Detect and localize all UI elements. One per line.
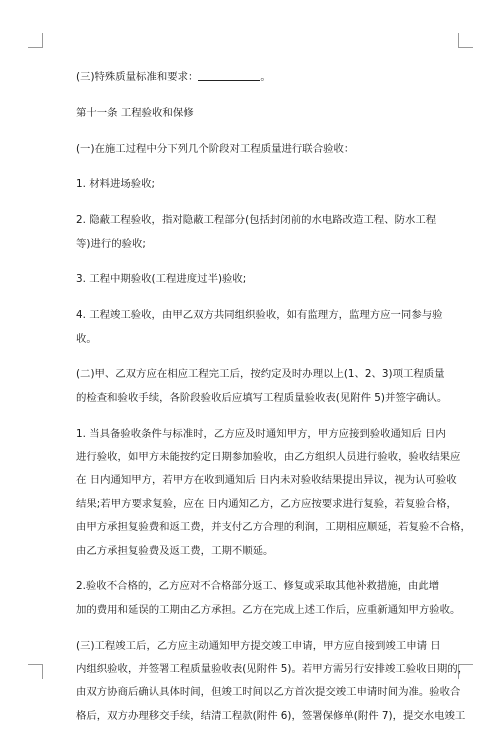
field-suffix: 。	[260, 71, 271, 83]
paragraph-line: 结果;若甲方要求复验，应在 日内通知乙方，乙方应按要求进行复验，若复验合格，	[76, 497, 457, 510]
paragraph-line: 由甲方承担复验费和返工费，并支付乙方合理的利润，工期相应顺延，若复验不合格，	[76, 521, 471, 534]
paragraph-line: (二)甲、乙双方应在相应工程完工后，按约定及时办理以上(1、2、3)项工程质量	[76, 368, 445, 381]
paragraph-line: 的检查和验收手续，各阶段验收后应填写工程质量验收表(见附件 5)并签字确认。	[76, 391, 448, 404]
crop-mark-top-right	[458, 33, 473, 48]
paragraph-line: 第十一条 工程验收和保修	[76, 106, 194, 119]
paragraph-line: 4. 工程竣工验收，由甲乙双方共同组织验收，如有监理方，监理方应一同参与验	[76, 309, 443, 322]
crop-mark-bottom-left	[28, 664, 43, 679]
paragraph-line: (一)在施工过程中分下列几个阶段对工程质量进行联合验收：	[76, 142, 355, 155]
paragraph-line: 在 日内通知甲方，若甲方在收到通知后 日内未对验收结果提出异议，视为认可验收	[76, 474, 457, 487]
paragraph-line: 格后，双方办理移交手续，结清工程款(附件 6)，签署保修单(附件 7)，提交水电竣工	[76, 709, 466, 722]
field-label: (三)特殊质量标准和要求：	[76, 71, 199, 83]
paragraph	[76, 635, 469, 729]
paragraph-line: 进行验收，如甲方未能按约定日期参加验收，由乙方组织人员进行验收，验收结果应	[76, 451, 461, 463]
paragraph-line: 加的费用和延误的工期由乙方承担。乙方在完成上述工作后，应重新通知甲方验收。	[76, 603, 461, 616]
paragraph-line: 内组织验收，并签署工程质量验收表(见附件 5)。若甲方需另行安排竣工验收日期的，	[76, 663, 469, 676]
paragraph	[76, 363, 448, 410]
paragraph	[76, 66, 436, 89]
paragraph	[76, 575, 461, 622]
paragraph-line: 等)进行的验收;	[76, 237, 146, 250]
paragraph-line: 3. 工程中期验收(工程进度过半)验收;	[76, 273, 247, 286]
paragraph-line: 由双方协商后确认具体时间，但竣工时间以乙方首次提交竣工申请时间为准。验收合	[76, 686, 461, 699]
paragraph-line: 1. 材料进场验收;	[76, 178, 156, 191]
paragraph	[76, 209, 436, 256]
paragraph	[76, 173, 436, 196]
paragraph-line: (三)工程竣工后，乙方应主动通知甲方提交竣工申请，甲方应自接到竣工申请 日	[76, 639, 441, 652]
paragraph-line: 由乙方承担复验费及返工费，工期不顺延。	[76, 544, 274, 557]
paragraph-line: 2. 隐蔽工程验收，指对隐蔽工程部分(包括封闭前的水电路改造工程、防水工程	[76, 214, 437, 227]
blank-fill-line	[198, 71, 260, 81]
paragraph-line: 1. 当具备验收条件与标准时，乙方应及时通知甲方，甲方应接到验收通知后 日内	[76, 427, 446, 440]
paragraph-line: 2.验收不合格的，乙方应对不合格部分返工、修复或采取其他补救措施，由此增	[76, 580, 440, 593]
paragraph	[76, 268, 436, 291]
paragraph	[76, 102, 436, 125]
paragraph	[76, 304, 443, 351]
crop-mark-top-left	[28, 33, 43, 48]
paragraph-line	[76, 66, 436, 89]
document-body	[76, 66, 471, 741]
paragraph-line: 收。	[76, 332, 97, 345]
paragraph	[76, 423, 471, 563]
paragraph	[76, 138, 436, 161]
